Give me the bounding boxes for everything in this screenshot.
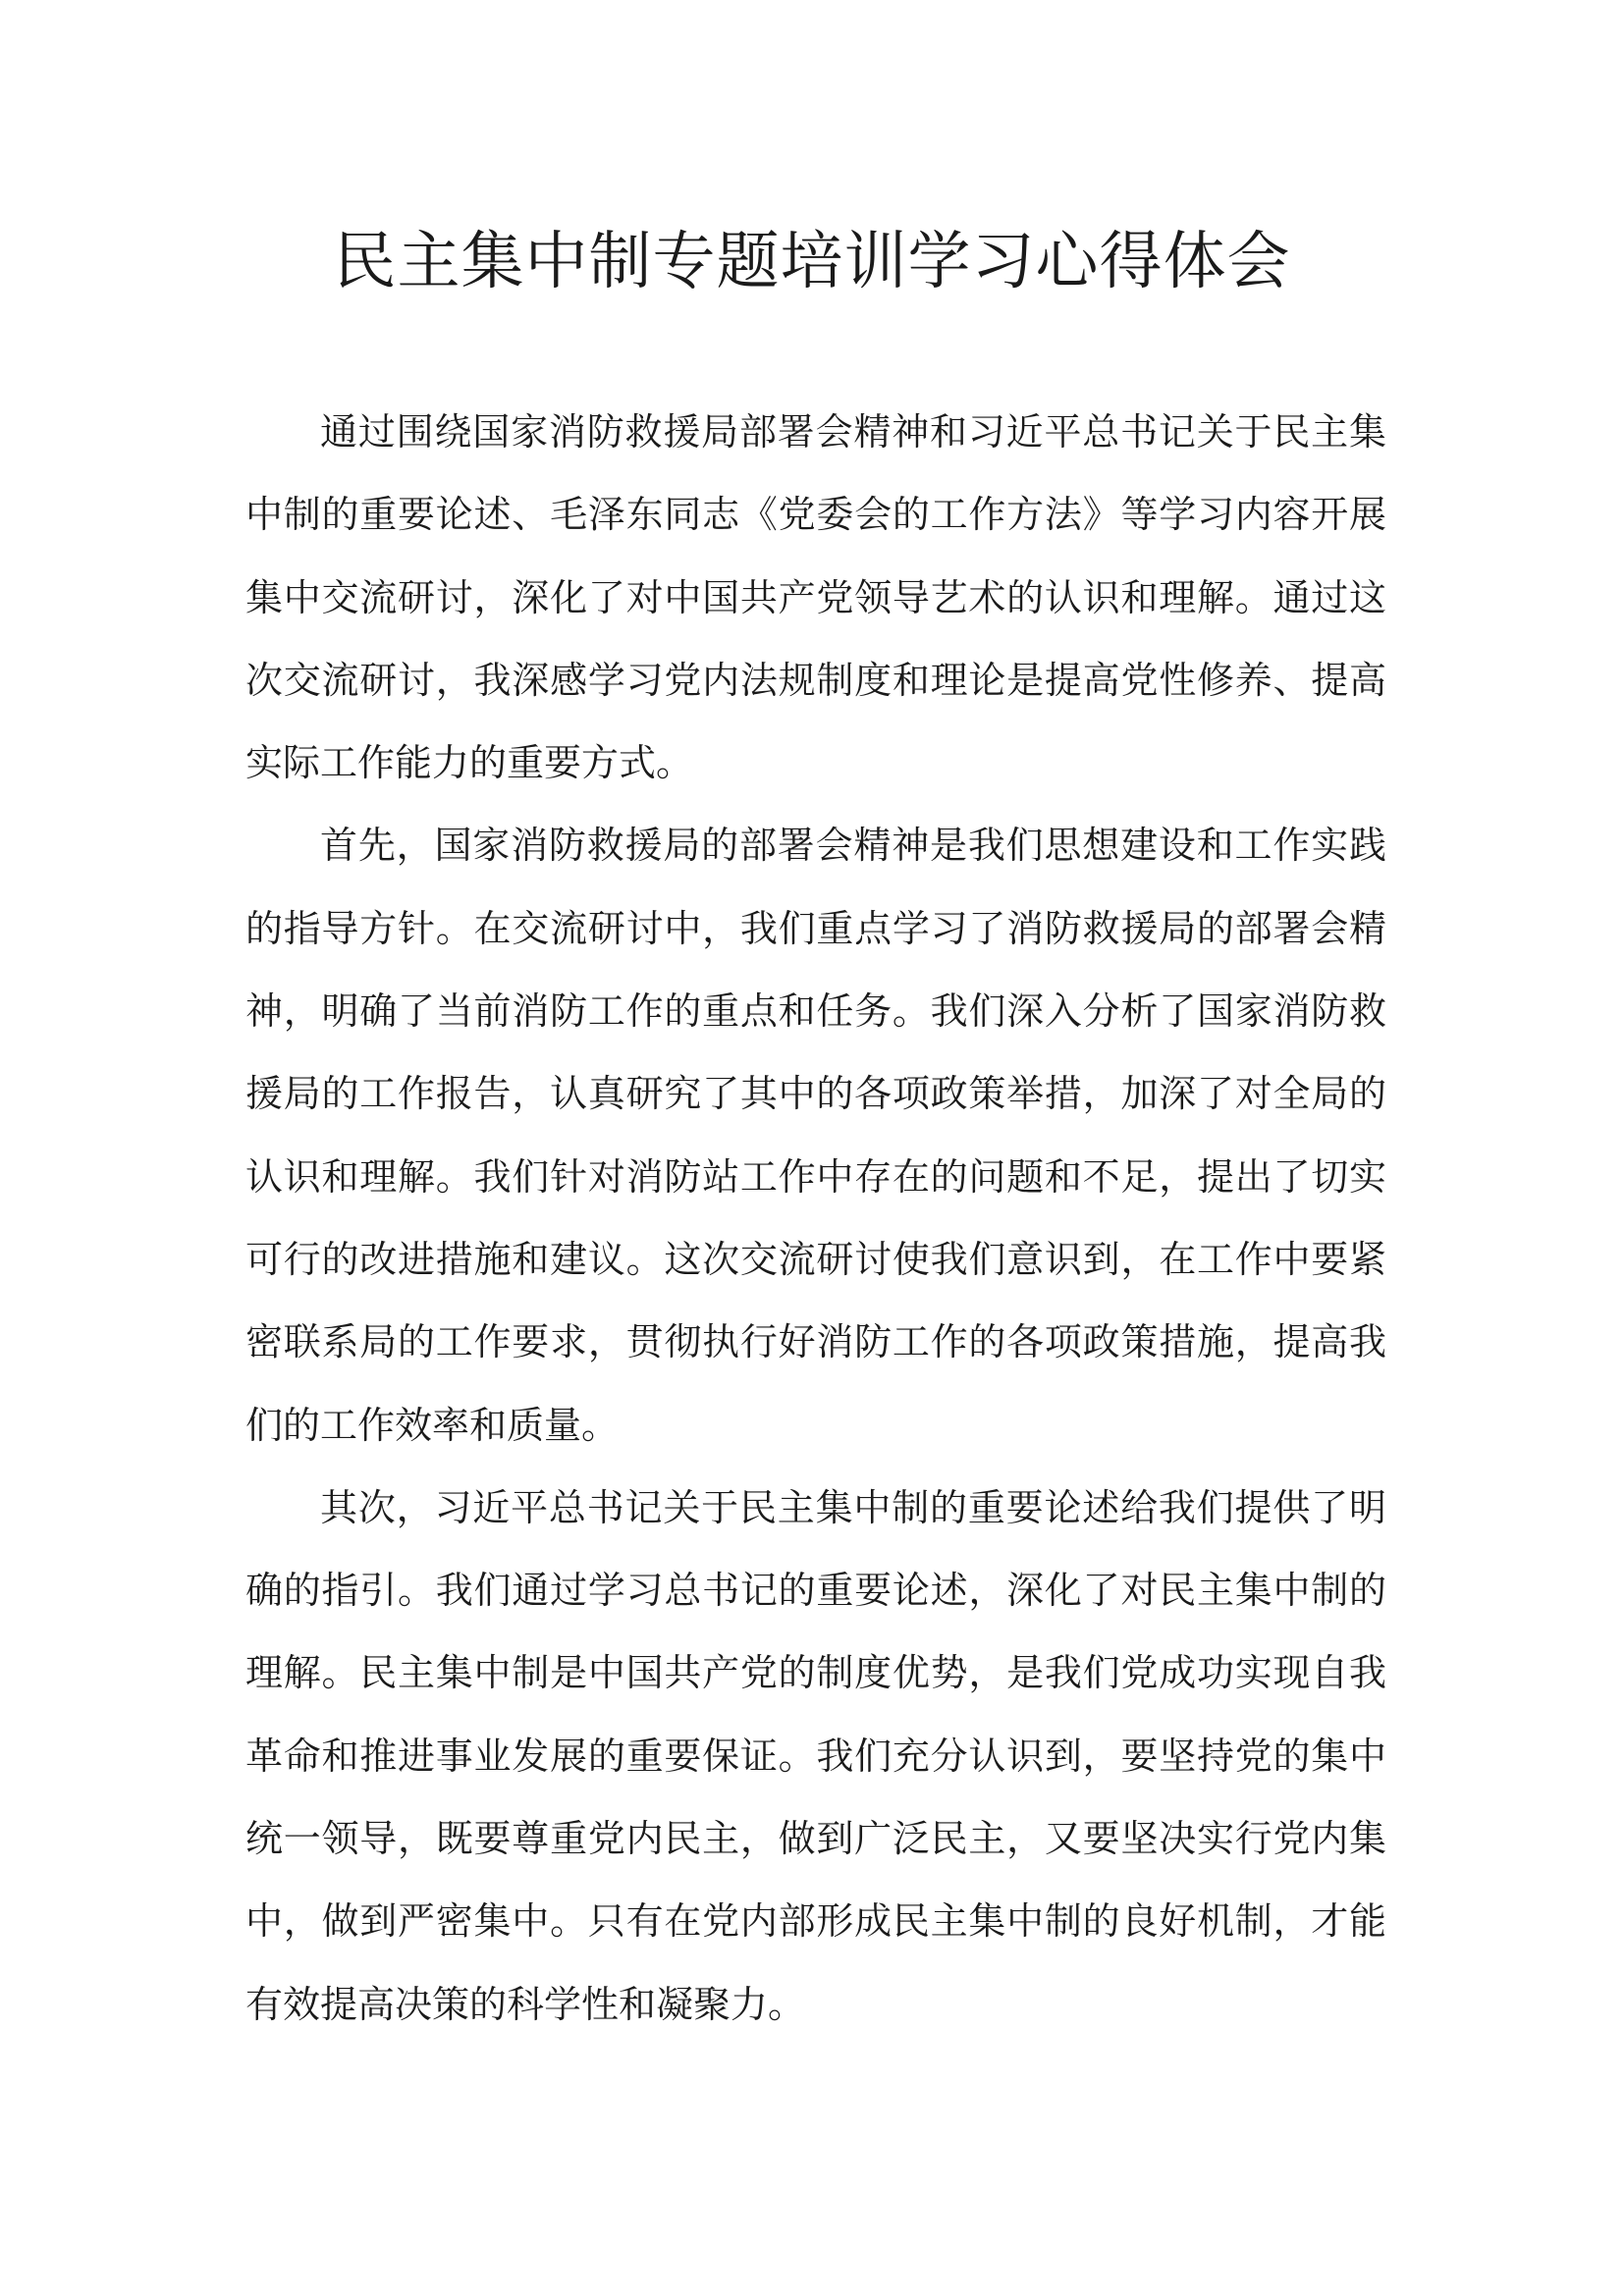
paragraph-1: 通过围绕国家消防救援局部署会精神和习近平总书记关于民主集中制的重要论述、毛泽东同志《党委会的工作方法》等学习内容开展集中交流研讨，深化了对中国共产党领导艺术的认识和理解。通过这次交流研讨，我深感学习党内法规制度和理论是提高党性修养、提高实际工作能力的重要方式。	[245, 410, 1386, 785]
document-body	[245, 391, 1386, 2046]
document-title: 民主集中制专题培训学习心得体会	[333, 226, 1291, 298]
paragraph-2: 首先，国家消防救援局的部署会精神是我们思想建设和工作实践的指导方针。在交流研讨中，我们重点学习了消防救援局的部署会精神，明确了当前消防工作的重点和任务。我们深入分析了国家消防救援局的工作报告，认真研究了其中的各项政策举措，加深了对全局的认识和理解。我们针对消防站工作中存在的问题和不足，提出了切实可行的改进措施和建议。这次交流研讨使我们意识到，在工作中要紧密联系局的工作要求，贯彻执行好消防工作的各项政策措施，提高我们的工作效率和质量。	[245, 824, 1386, 1447]
paragraph-3: 其次，习近平总书记关于民主集中制的重要论述给我们提供了明确的指引。我们通过学习总书记的重要论述，深化了对民主集中制的理解。民主集中制是中国共产党的制度优势，是我们党成功实现自我革命和推进事业发展的重要保证。我们充分认识到，要坚持党的集中统一领导，既要尊重党内民主，做到广泛民主，又要坚决实行党内集中，做到严密集中。只有在党内部形成民主集中制的良好机制，才能有效提高决策的科学性和凝聚力。	[245, 1485, 1386, 2026]
